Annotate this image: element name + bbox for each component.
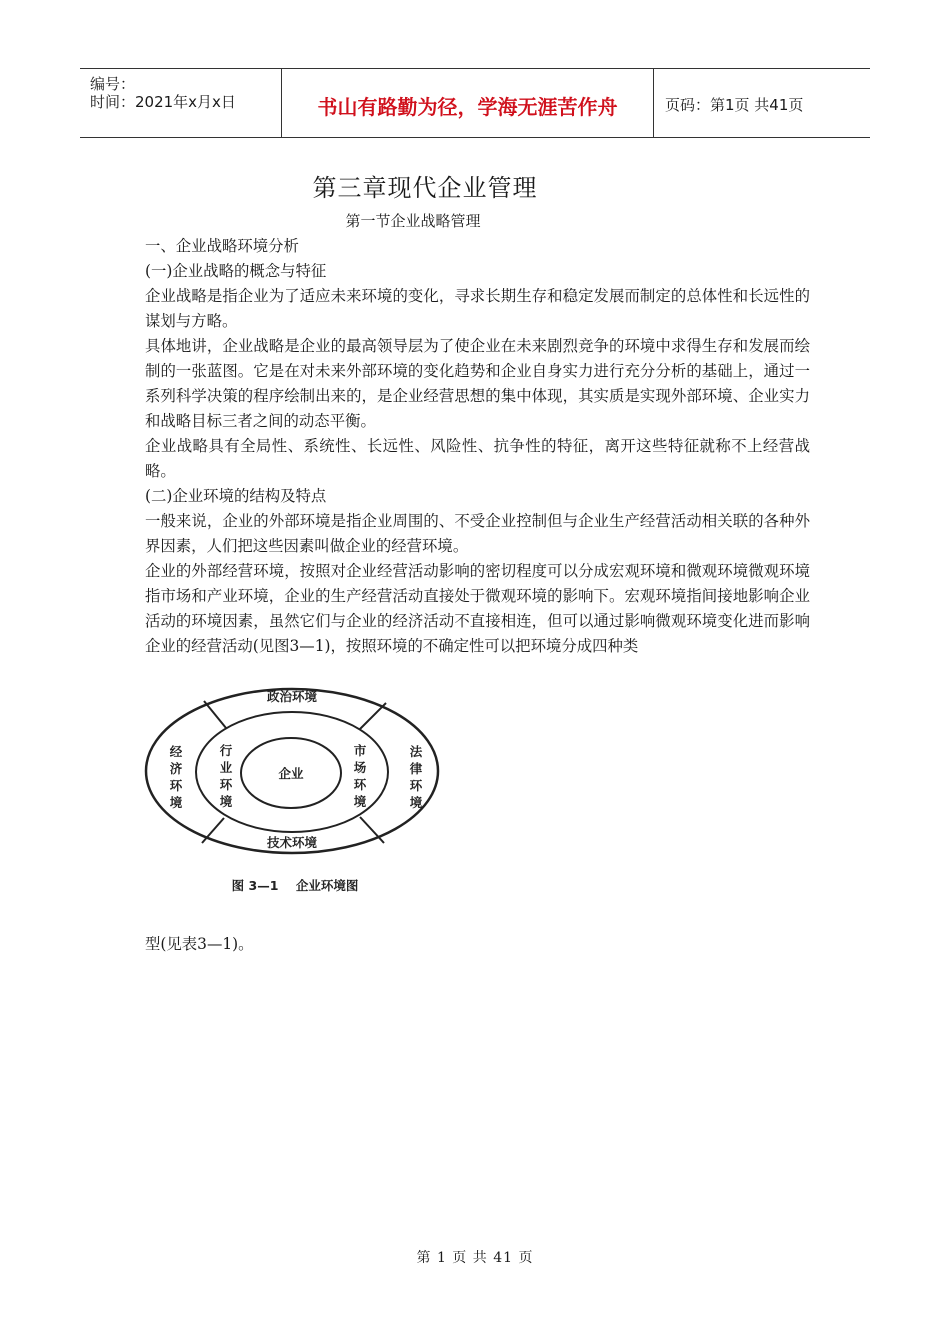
legal-environment-label <box>409 744 423 810</box>
header-left-cell <box>80 69 282 137</box>
paragraph: 具体地讲，企业战略是企业的最高领导层为了使企业在未来剧烈竞争的环境中求得生存和发展而绘制的一张蓝图。它是在对未来外部环境的变化趋势和企业自身实力进行充分分析的基础上，通过一系列科学决策的程序绘制出来的，是企业经营思想的集中体现，其实质是实现外部环境、企业实力和战略目标三者之间的动态平衡。 <box>145 337 810 430</box>
paragraph: 一、企业战略环境分析 <box>145 237 299 255</box>
body-text <box>145 234 810 659</box>
svg-text:环: 环 <box>219 777 233 792</box>
page-label: 页码：第1页 共41页 <box>665 96 804 114</box>
page-footer: 第 1 页 共 41 页 <box>416 1250 534 1266</box>
date-label: 时间：2021年x月x日 <box>90 93 236 111</box>
svg-text:环: 环 <box>169 778 183 793</box>
divider-top-left <box>204 701 226 728</box>
technology-environment-label: 技术环境 <box>266 835 318 850</box>
number-label: 编号： <box>90 75 136 93</box>
divider-top-right <box>360 703 386 729</box>
section-title: 第一节企业战略管理 <box>345 212 481 230</box>
svg-text:境: 境 <box>409 795 423 810</box>
svg-text:环: 环 <box>409 778 423 793</box>
svg-text:经: 经 <box>169 744 183 759</box>
header-table <box>80 68 870 138</box>
svg-text:济: 济 <box>169 761 183 776</box>
paragraph: 一般来说，企业的外部环境是指企业周围的、不受企业控制但与企业生产经营活动相关联的各种外界因素，人们把这些因素叫做企业的经营环境。 <box>145 512 810 555</box>
continuation-text: 型(见表3—1)。 <box>145 935 254 953</box>
industry-environment-label <box>220 743 233 809</box>
economic-environment-label <box>170 744 183 810</box>
svg-text:法: 法 <box>409 744 423 759</box>
chapter-title: 第三章现代企业管理 <box>312 174 538 202</box>
enterprise-label: 企业 <box>278 766 304 781</box>
svg-text:环: 环 <box>353 777 367 792</box>
paragraph: 企业战略具有全局性、系统性、长远性、风险性、抗争性的特征，离开这些特征就称不上经营战略。 <box>145 437 810 480</box>
svg-text:场: 场 <box>353 760 367 775</box>
enterprise-environment-diagram <box>140 683 450 903</box>
motto: 书山有路勤为径，学海无涯苦作舟 <box>317 95 618 119</box>
svg-text:境: 境 <box>353 794 367 809</box>
svg-text:境: 境 <box>169 795 183 810</box>
svg-text:律: 律 <box>409 761 423 776</box>
market-environment-label <box>354 743 367 809</box>
svg-text:市: 市 <box>353 743 367 758</box>
header-page-cell <box>655 69 870 137</box>
svg-text:业: 业 <box>219 760 233 775</box>
paragraph: 企业战略是指企业为了适应未来环境的变化，寻求长期生存和稳定发展而制定的总体性和长远性的谋划与方略。 <box>145 287 810 330</box>
svg-text:行: 行 <box>219 743 233 758</box>
paragraph: 企业的外部经营环境，按照对企业经营活动影响的密切程度可以分成宏观环境和微观环境微观环境指市场和产业环境，企业的生产经营活动直接处于微观环境的影响下。宏观环境指间接地影响企业活动的环境因素，虽然它们与企业的经济活动不直接相连，但可以通过影响微观环境变化进而影响企业的经营活动(见图3—1)，按照环境的不确定性可以把环境分成四种类 <box>145 562 810 655</box>
header-motto-cell <box>282 69 654 137</box>
paragraph: (二)企业环境的结构及特点 <box>145 487 327 505</box>
figure-caption: 图 3—1 企业环境图 <box>231 878 359 893</box>
paragraph: (一)企业战略的概念与特征 <box>145 262 327 280</box>
political-environment-label: 政治环境 <box>266 689 318 704</box>
svg-text:境: 境 <box>219 794 233 809</box>
